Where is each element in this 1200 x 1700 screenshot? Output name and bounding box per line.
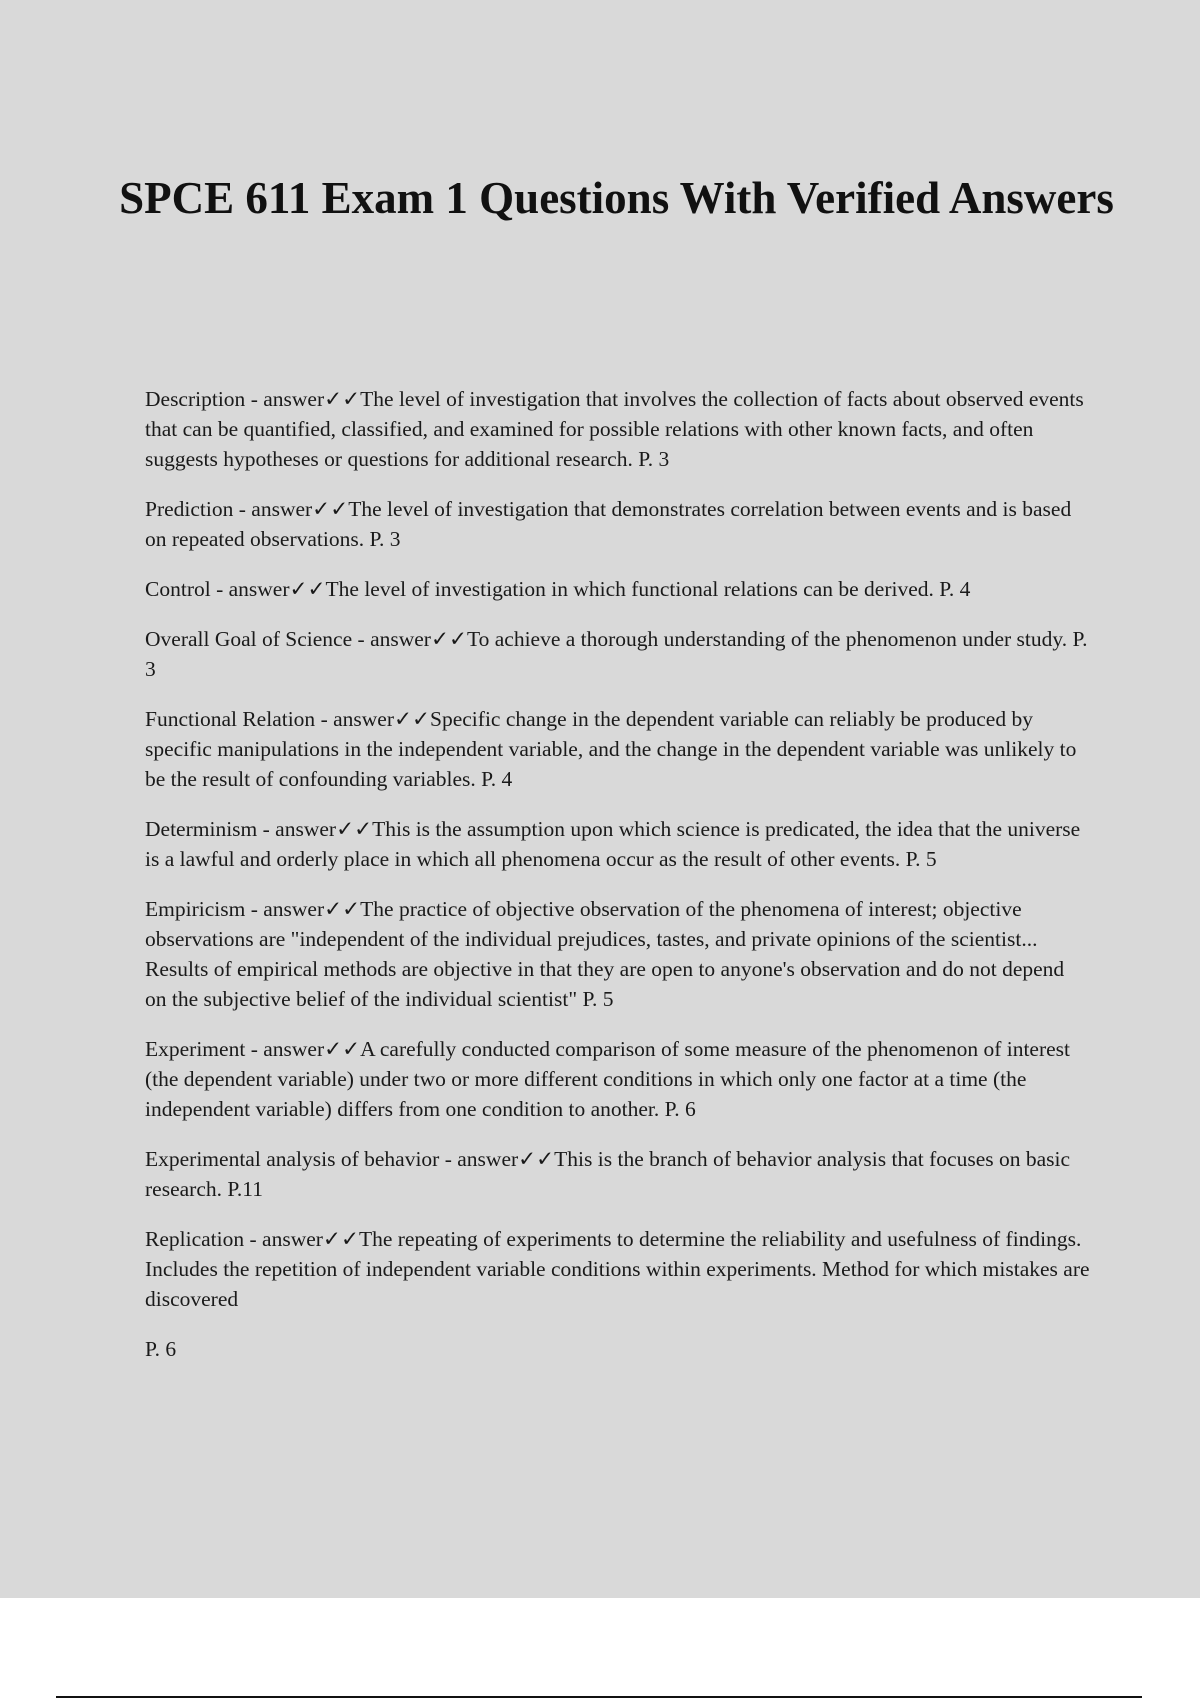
qa-item	[145, 894, 1090, 1014]
qa-item	[145, 624, 1090, 684]
footer-divider	[56, 1696, 1142, 1698]
qa-separator: - answer✓✓	[257, 817, 373, 841]
qa-answer: A carefully conducted comparison of some measure of the phenomenon of interest (the dependent variable) under two or more different conditions in which only one factor at a time (the independent variable) differs from one condition to another. P. 6	[145, 1037, 1071, 1121]
qa-separator: - answer✓✓	[352, 627, 467, 651]
qa-answer: To achieve a thorough understanding of the phenomenon under study. P. 3	[145, 627, 1088, 681]
qa-item	[145, 574, 1090, 604]
qa-term: Description	[145, 387, 246, 411]
qa-answer: The repeating of experiments to determine the reliability and usefulness of findings. Includes the repetition of independent variable conditions within experiments. Method for which mistakes are discovered	[145, 1227, 1090, 1311]
qa-separator: - answer✓✓	[439, 1147, 555, 1171]
document-title: SPCE 611 Exam 1 Questions With Verified Answers	[119, 173, 1114, 223]
qa-answer: The level of investigation that demonstrates correlation between events and is based on repeated observations. P. 3	[145, 497, 1072, 551]
qa-separator: - answer✓✓	[244, 1227, 359, 1251]
qa-separator: - answer✓✓	[245, 897, 361, 921]
qa-term: Experiment	[145, 1037, 246, 1061]
qa-term: Control	[145, 577, 211, 601]
qa-answer: This is the assumption upon which science is predicated, the idea that the universe is a lawful and orderly place in which all phenomena occur as the result of other events. P. 5	[145, 817, 1081, 871]
qa-answer: This is the branch of behavior analysis that focuses on basic research. P.11	[145, 1147, 1071, 1201]
qa-item	[145, 1224, 1090, 1314]
qa-separator: - answer✓✓	[315, 707, 431, 731]
qa-term: Prediction	[145, 497, 234, 521]
qa-answer: The practice of objective observation of the phenomena of interest; objective observations are "independent of the individual prejudices, tastes, and private opinions of the scientist... Results of empirical methods are objective in that they are open to anyone's observation and do not depend on the subjective belief of the individual scientist" P. 5	[145, 897, 1065, 1011]
qa-item	[145, 1144, 1090, 1204]
qa-item	[145, 384, 1090, 474]
qa-separator: - answer✓✓	[245, 387, 361, 411]
qa-answer: Specific change in the dependent variable can reliably be produced by specific manipulations in the independent variable, and the change in the dependent variable was unlikely to be the result of confounding variables. P. 4	[145, 707, 1077, 791]
qa-item	[145, 1034, 1090, 1124]
qa-term: Empiricism	[145, 897, 246, 921]
qa-item	[145, 704, 1090, 794]
qa-term: Functional Relation	[145, 707, 316, 731]
qa-separator: - answer✓✓	[245, 1037, 361, 1061]
qa-answer: The level of investigation in which functional relations can be derived. P. 4	[325, 577, 971, 601]
qa-term: Replication	[145, 1227, 245, 1251]
qa-item	[145, 814, 1090, 874]
qa-term: Overall Goal of Science	[145, 627, 353, 651]
qa-item	[145, 494, 1090, 554]
qa-answer: The level of investigation that involves the collection of facts about observed events that can be quantified, classified, and examined for possible relations with other known facts, and often suggests hypotheses or questions for additional research. P. 3	[145, 387, 1084, 471]
qa-term: Determinism	[145, 817, 258, 841]
qa-list	[145, 384, 1090, 1364]
qa-term: Experimental analysis of behavior	[145, 1147, 440, 1171]
qa-separator: - answer✓✓	[233, 497, 349, 521]
page-reference: P. 6	[145, 1337, 177, 1361]
qa-separator: - answer✓✓	[210, 577, 326, 601]
